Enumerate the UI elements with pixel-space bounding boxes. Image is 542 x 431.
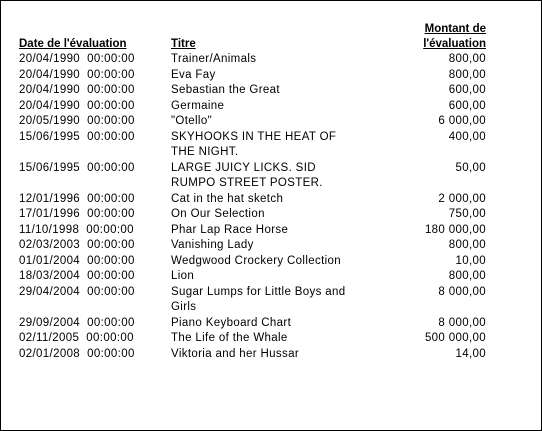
valuation-date-cell: 15/06/1995 00:00:00: [19, 130, 135, 143]
valuation-date-cell: 20/04/1990 00:00:00: [19, 84, 135, 96]
valuation-date-cell: 29/09/2004 00:00:00: [19, 316, 135, 329]
table-row: [19, 269, 486, 285]
amount-cell: 500 000,00: [424, 332, 486, 344]
column-header-title: Titre: [171, 38, 196, 50]
table-row: [19, 285, 486, 316]
header-row: [19, 22, 486, 52]
amount-cell: 8 000,00: [438, 316, 486, 329]
amount-cell: 180 000,00: [424, 223, 486, 236]
amount-cell: 8 000,00: [438, 285, 486, 298]
amount-cell: 14,00: [455, 347, 486, 360]
table-row: [19, 223, 486, 239]
column-header-date: Date de l'évaluation: [19, 38, 127, 50]
title-cell: Viktoria and her Hussar: [171, 347, 300, 360]
valuation-date-cell: 02/03/2003 00:00:00: [19, 239, 135, 251]
table-row: [19, 347, 486, 363]
valuation-date-cell: 20/04/1990 00:00:00: [19, 99, 135, 112]
report-body: [19, 52, 486, 362]
valuation-date-cell: 11/10/1998 00:00:00: [19, 223, 134, 236]
amount-cell: 400,00: [448, 130, 486, 143]
column-header-amount-line2: l'évaluation: [423, 38, 486, 50]
table-row: [19, 316, 486, 332]
table-row: [19, 99, 486, 115]
valuation-date-cell: 15/06/1995 00:00:00: [19, 161, 135, 174]
title-cell: On Our Selection: [171, 208, 265, 220]
amount-cell: 50,00: [455, 161, 486, 174]
valuation-date-cell: 18/03/2004 00:00:00: [19, 270, 135, 282]
table-row: [19, 331, 486, 347]
title-cell: Trainer/Animals: [171, 53, 257, 65]
title-cell: Lion: [171, 270, 195, 282]
title-cell: Vanishing Lady: [171, 239, 254, 251]
title-cell: Piano Keyboard Chart: [171, 316, 292, 329]
valuation-report-table: [19, 22, 486, 362]
amount-cell: 800,00: [448, 239, 486, 251]
table-row: [19, 161, 486, 192]
amount-cell: 800,00: [448, 270, 486, 282]
table-row: [19, 114, 486, 130]
valuation-date-cell: 20/04/1990 00:00:00: [19, 68, 135, 81]
valuation-date-cell: 17/01/1996 00:00:00: [19, 208, 135, 220]
column-header-amount-line1: Montant de: [424, 23, 486, 35]
title-cell: Cat in the hat sketch: [171, 192, 284, 205]
table-row: [19, 83, 486, 99]
valuation-date-cell: 12/01/1996 00:00:00: [19, 192, 135, 205]
title-cell: Eva Fay: [171, 68, 216, 81]
table-row: [19, 207, 486, 223]
table-row: [19, 238, 486, 254]
table-row: [19, 52, 486, 68]
amount-cell: 600,00: [448, 99, 486, 112]
title-cell: LARGE JUICY LICKS. SID RUMPO STREET POSTER.: [171, 161, 323, 189]
amount-cell: 6 000,00: [438, 115, 486, 127]
valuation-date-cell: 01/01/2004 00:00:00: [19, 254, 135, 267]
amount-cell: 750,00: [448, 208, 486, 220]
title-cell: Wedgwood Crockery Collection: [171, 254, 342, 267]
valuation-date-cell: 02/01/2008 00:00:00: [19, 347, 135, 360]
title-cell: Sebastian the Great: [171, 84, 280, 96]
title-cell: SKYHOOKS IN THE HEAT OF THE NIGHT.: [171, 130, 337, 158]
table-row: [19, 130, 486, 161]
title-cell: Germaine: [171, 99, 225, 112]
valuation-date-cell: 02/11/2005 00:00:00: [19, 332, 134, 344]
table-row: [19, 254, 486, 270]
table-row: [19, 192, 486, 208]
amount-cell: 600,00: [448, 84, 486, 96]
valuation-date-cell: 20/04/1990 00:00:00: [19, 53, 135, 65]
amount-cell: 10,00: [455, 254, 486, 267]
amount-cell: 2 000,00: [438, 192, 486, 205]
title-cell: The Life of the Whale: [171, 332, 288, 344]
title-cell: Phar Lap Race Horse: [171, 223, 289, 236]
valuation-date-cell: 20/05/1990 00:00:00: [19, 115, 135, 127]
table-row: [19, 68, 486, 84]
valuation-date-cell: 29/04/2004 00:00:00: [19, 285, 135, 298]
title-cell: "Otello": [171, 115, 213, 127]
title-cell: Sugar Lumps for Little Boys and Girls: [171, 285, 346, 313]
amount-cell: 800,00: [448, 68, 486, 81]
amount-cell: 800,00: [448, 53, 486, 65]
column-header-amount: [354, 22, 486, 52]
